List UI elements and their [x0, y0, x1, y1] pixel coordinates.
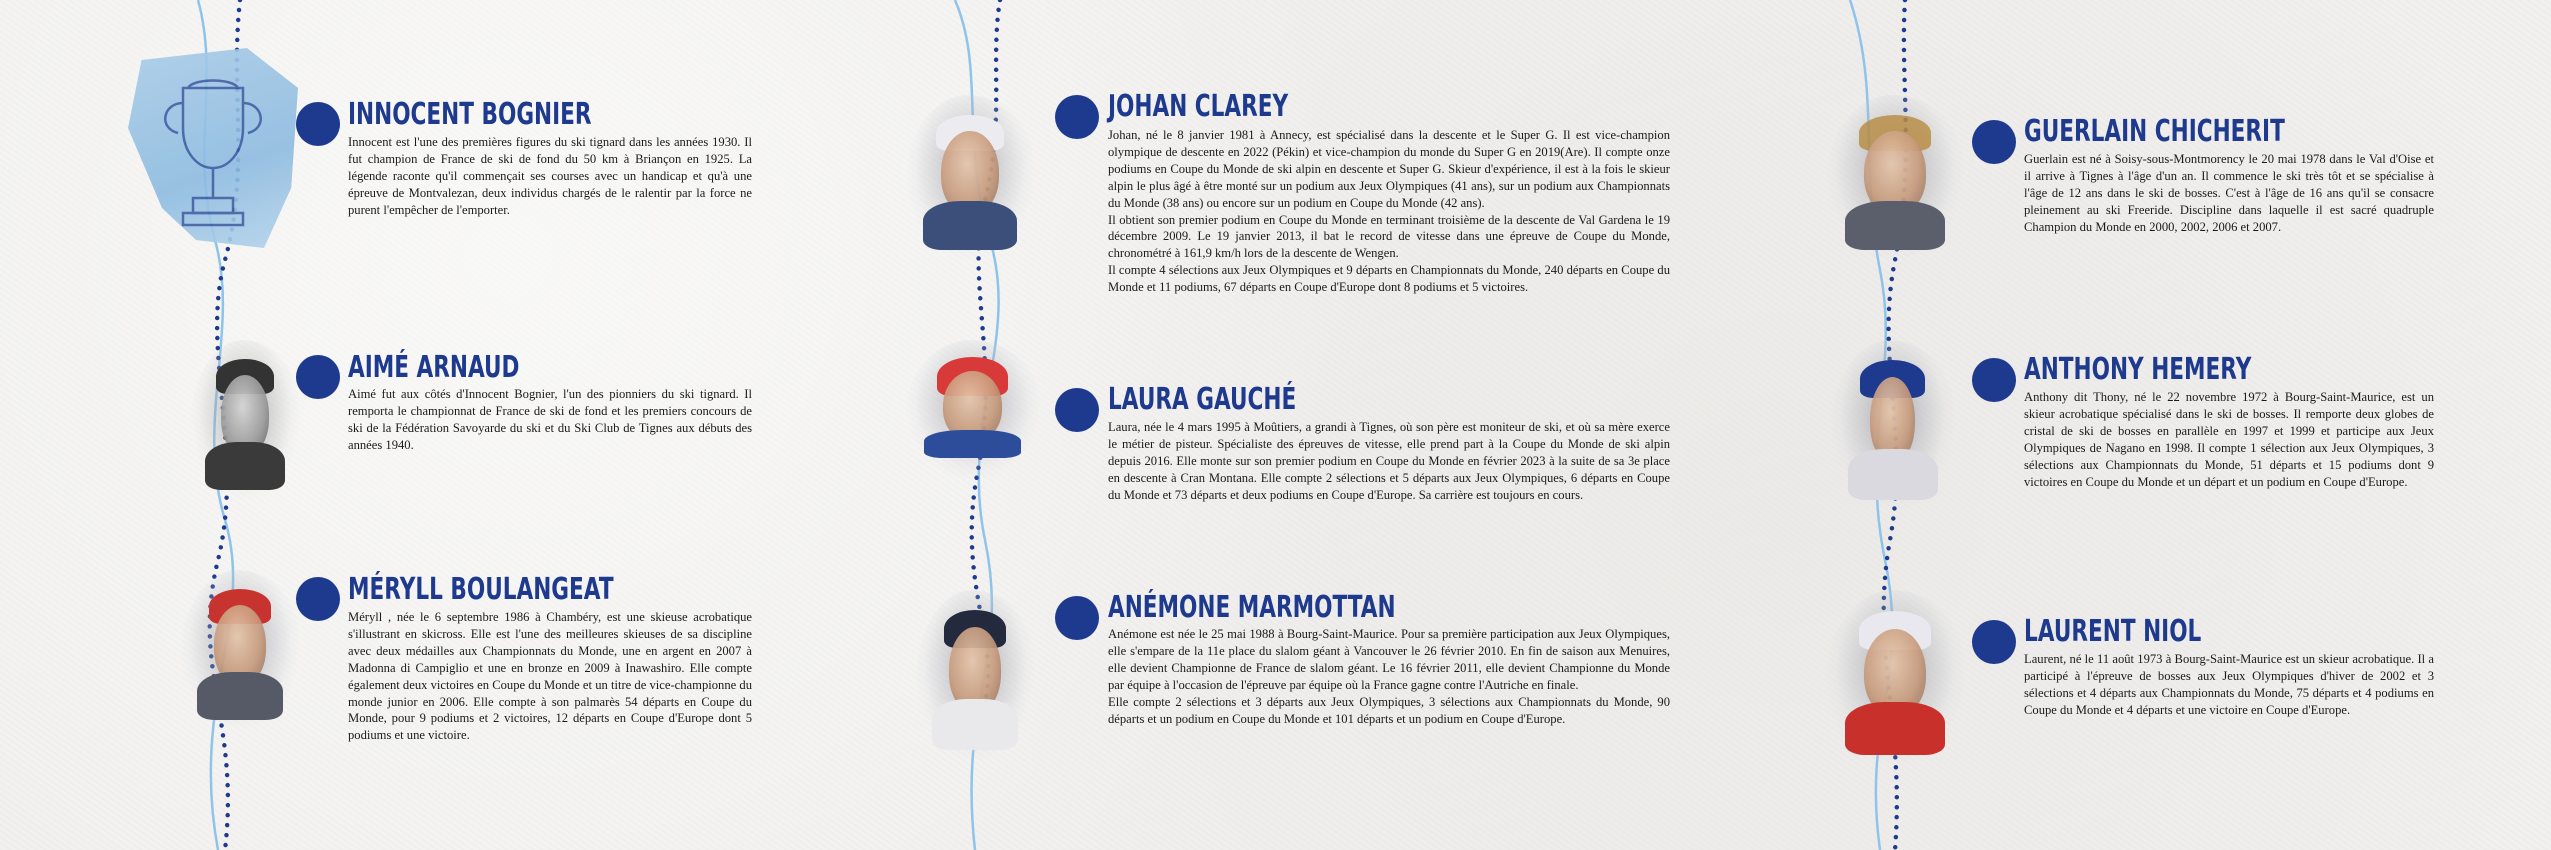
bullet-dot-marmottan — [1055, 596, 1099, 640]
bullet-dot-arnaud — [296, 355, 340, 399]
portrait-meryll-boulangeat — [180, 570, 300, 730]
portrait-guerlain-chicherit — [1825, 95, 1965, 260]
athlete-bio-clarey: Johan, né le 8 janvier 1981 à Annecy, est spécialisé dans la descente et le Super G. Il est vice-champion olympique de descente en 2022 (Pékin) et vice-champion du monde du Super G en 2019(Are). Il compte onze podiums en Coupe du Monde de ski alpin en descente et Super G. Skieur d'expérience, il est à la fois le skieur alpin le plus âgé à être monté sur un podium aux Jeux Olympiques (41 ans), sur un podium aux Championnats du Monde (38 ans) ou encore sur un podium en Coupe du Monde (42 ans). Il obtient son premier podium en Coupe du Monde en terminant troisième de la descente de Val Gardena le 19 décembre 2009. Le 19 janvier 2013, il bat le record de vitesse dans une épreuve de Coupe du Monde, chronométré à 161,9 km/h lors de la descente de Wengen. Il compte 4 sélections aux Jeux Olympiques et 9 départs en Championnats du Monde, 240 départs en Coupe du Monde et 11 podiums, 67 départs en Coupe d'Europe dont 8 podiums et 5 victoires. — [1108, 128, 1670, 295]
portrait-laura-gauche — [905, 340, 1040, 480]
athlete-name-chicherit: GUERLAIN CHICHERIT — [2024, 114, 2285, 149]
bullet-dot-chicherit — [1972, 120, 2016, 164]
athlete-bio-marmottan: Anémone est née le 25 mai 1988 à Bourg-Saint-Maurice. Pour sa première participation aux Jeux Olympiques, elle s'empare de la 11e place du slalom géant à Vancouver le 26 février 2010. En fin de saison aux Menuires, elle devient Championne de France de slalom géant. Le 16 février 2011, elle devient Championne du Monde par équipe à l'occasion de l'épreuve par équipe où la France gagne contre l'Autriche en finale. Elle compte 2 sélections et 3 départs aux Jeux Olympiques, 3 sélections aux Championnats du Monde, 90 départs et un podium en Coupe du Monde et 101 départs et un podium en Coupe d'Europe. — [1108, 627, 1670, 726]
bullet-dot-niol — [1972, 620, 2016, 664]
athlete-name-boulangeat: MÉRYLL BOULANGEAT — [348, 572, 614, 607]
athlete-name-marmottan: ANÉMONE MARMOTTAN — [1108, 590, 1396, 625]
athlete-bio-chicherit: Guerlain est né à Soisy-sous-Montmorency le 20 mai 1978 dans le Val d'Oise et il arrive à Tignes à l'âge d'un an. Il commence le ski très tôt et se spécialise à l'âge de 12 ans dans le ski de bosses. C'est à l'âge de 16 ans qu'il se consacre pleinement au ski Freeride. Discipline dans laquelle il est sacré quadruple Champion du Monde en 2000, 2002, 2006 et 2007. — [2024, 152, 2434, 234]
athlete-name-arnaud: AIMÉ ARNAUD — [348, 350, 520, 385]
portrait-johan-clarey — [905, 95, 1035, 260]
portrait-laurent-niol — [1825, 590, 1965, 765]
athlete-name-niol: LAURENT NIOL — [2024, 614, 2202, 649]
athlete-bio-hemery: Anthony dit Thony, né le 22 novembre 1972 à Bourg-Saint-Maurice, est un skieur acrobatique spécialisé dans le ski de bosses. Il remporte deux globes de cristal de ski de bosses en parallèle en 1997 et 1999 et participe aux Jeux Olympiques de Nagano en 1998. Il compte 1 sélection aux Jeux Olympiques, 3 sélections aux Championnats du Monde, 51 départs et 15 podiums dont 9 victoires en Coupe du Monde et un départ et un podium en Coupe d'Europe. — [2024, 390, 2434, 489]
bullet-dot-boulangeat — [296, 577, 340, 621]
athlete-bio-niol: Laurent, né le 11 août 1973 à Bourg-Saint-Maurice est un skieur acrobatique. Il a participé à l'épreuve de bosses aux Jeux Olympiques d'hiver de 2002 et 3 sélections et 4 départs aux Championnats du Monde, 75 départs et 4 podiums en Coupe du Monde et 4 départs et une victoire en Coupe d'Europe. — [2024, 652, 2434, 717]
portrait-aime-arnaud — [190, 340, 300, 500]
athlete-name-gauche: LAURA GAUCHÉ — [1108, 382, 1297, 417]
bullet-dot-hemery — [1972, 358, 2016, 402]
athlete-name-hemery: ANTHONY HEMERY — [2024, 352, 2252, 387]
athlete-bio-bognier: Innocent est l'une des premières figures du ski tignard dans les années 1930. Il fut champion de France de ski de fond du 50 km à Briançon en 1925. La légende raconte qu'il commençait ses courses avec un handicap et qu'à une épreuve de Montvalezan, deux individus chargés de le ralentir par la force ne purent l'empêcher de l'emporter. — [348, 135, 752, 217]
portrait-anthony-hemery — [1830, 340, 1955, 510]
athlete-bio-boulangeat: Méryll , née le 6 septembre 1986 à Chambéry, est une skieuse acrobatique s'illustrant en skicross. Elle est l'une des meilleures skieuses de sa discipline avec deux médailles aux Championnats du Monde, une en argent en 2007 à Madonna di Campiglio et une en bronze en 2009 à Inawashiro. Elle compte également deux victoires en Coupe du Monde et un titre de vice-championne du monde junior en 2006. Elle compte à son palmarès 54 départs en Coupe du Monde, pour 9 podiums et 2 victoires, 12 départs en Coupe d'Europe dont 5 podiums et une victoire. — [348, 610, 752, 743]
bullet-dot-bognier — [296, 102, 340, 146]
athlete-bio-arnaud: Aimé fut aux côtés d'Innocent Bognier, l'un des pionniers du ski tignard. Il remporta le championnat de France de ski de fond et les premiers concours de ski de la Fédération Savoyarde du ski et du Ski Club de Tignes aux débuts des années 1940. — [348, 387, 752, 452]
portrait-anemone-marmottan — [915, 590, 1035, 760]
bullet-dot-clarey — [1055, 95, 1099, 139]
bullet-dot-gauche — [1055, 388, 1099, 432]
athlete-name-bognier: INNOCENT BOGNIER — [348, 97, 592, 132]
athlete-name-clarey: JOHAN CLAREY — [1108, 89, 1289, 124]
athlete-bio-gauche: Laura, née le 4 mars 1995 à Moûtiers, a grandi à Tignes, où son père est moniteur de ski, et où sa mère exerce le métier de pisteur. Spécialiste des épreuves de vitesse, elle prend part à la Coupe du Monde de ski alpin depuis 2016. Elle monte sur son premier podium en Coupe du Monde en février 2023 à la suite de sa 3e place en descente à Cran Montana. Elle compte 2 sélections et 5 départs aux Jeux Olympiques, 6 départs en Coupe du Monde et 73 départs et deux podiums en Coupe d'Europe. Sa carrière est toujours en cours. — [1108, 420, 1670, 502]
